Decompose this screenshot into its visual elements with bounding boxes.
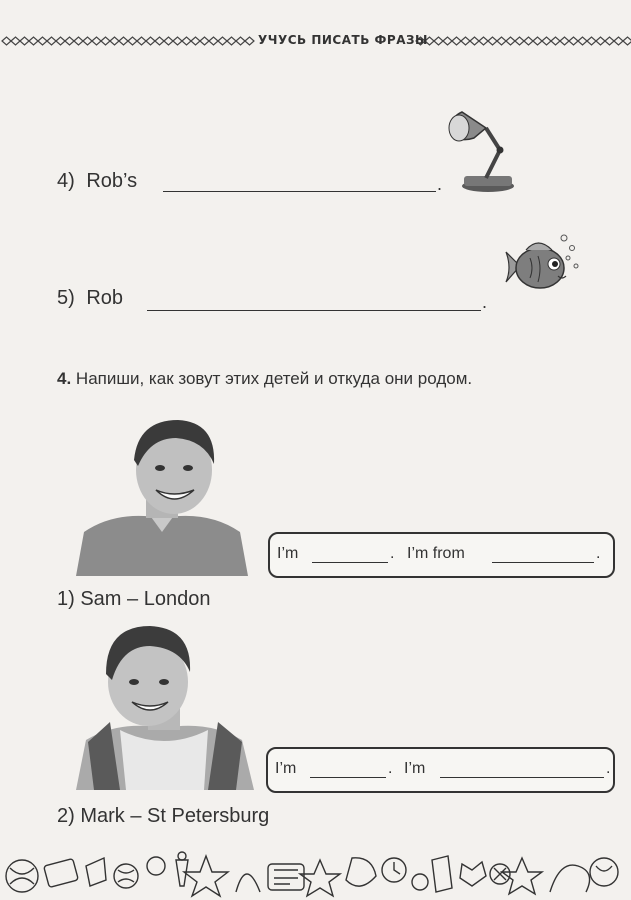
boy-photo-mark <box>76 622 254 790</box>
answer-speech-bubble-2 <box>266 747 615 793</box>
sentence-period: . <box>482 292 488 312</box>
answer-blank-4[interactable] <box>163 191 436 192</box>
exercise-item-4 <box>57 170 137 193</box>
child-caption-1: 1) Sam – London <box>57 588 211 610</box>
page-header-title: УЧУСЬ ПИСАТЬ ФРАЗЫ <box>258 33 428 47</box>
bubble-text-im: I’m <box>277 545 299 562</box>
item-number: 5) <box>57 287 75 309</box>
name-blank[interactable] <box>312 562 388 563</box>
exercise-item-5 <box>57 287 123 310</box>
fish-icon <box>496 228 586 306</box>
bubble-period: . <box>596 545 601 562</box>
name-blank[interactable] <box>310 777 386 778</box>
item-word: Rob’s <box>86 170 138 192</box>
sentence-period: . <box>437 174 443 194</box>
answer-blank-5[interactable] <box>147 310 481 311</box>
city-blank[interactable] <box>492 562 594 563</box>
answer-speech-bubble-1 <box>268 532 615 578</box>
boy-photo-sam <box>76 414 248 576</box>
answer-blank[interactable] <box>440 777 604 778</box>
bubble-text-im: I’m <box>275 760 297 777</box>
task-4-heading <box>57 369 472 389</box>
bubble-period: . <box>390 545 395 562</box>
desk-lamp-icon <box>440 98 520 194</box>
bubble-period: . <box>388 760 393 777</box>
bubble-period: . <box>606 760 611 777</box>
item-word: Rob <box>86 287 124 309</box>
bubble-text-im: I’m <box>404 760 426 777</box>
bubble-text-im-from: I’m from <box>407 545 465 562</box>
footer-doodle-border <box>0 836 631 900</box>
task-number: 4. <box>57 369 72 388</box>
task-instruction: Напиши, как зовут этих детей и откуда они родом. <box>75 369 473 388</box>
child-caption-2: 2) Mark – St Petersburg <box>57 805 270 827</box>
item-number: 4) <box>57 170 75 192</box>
